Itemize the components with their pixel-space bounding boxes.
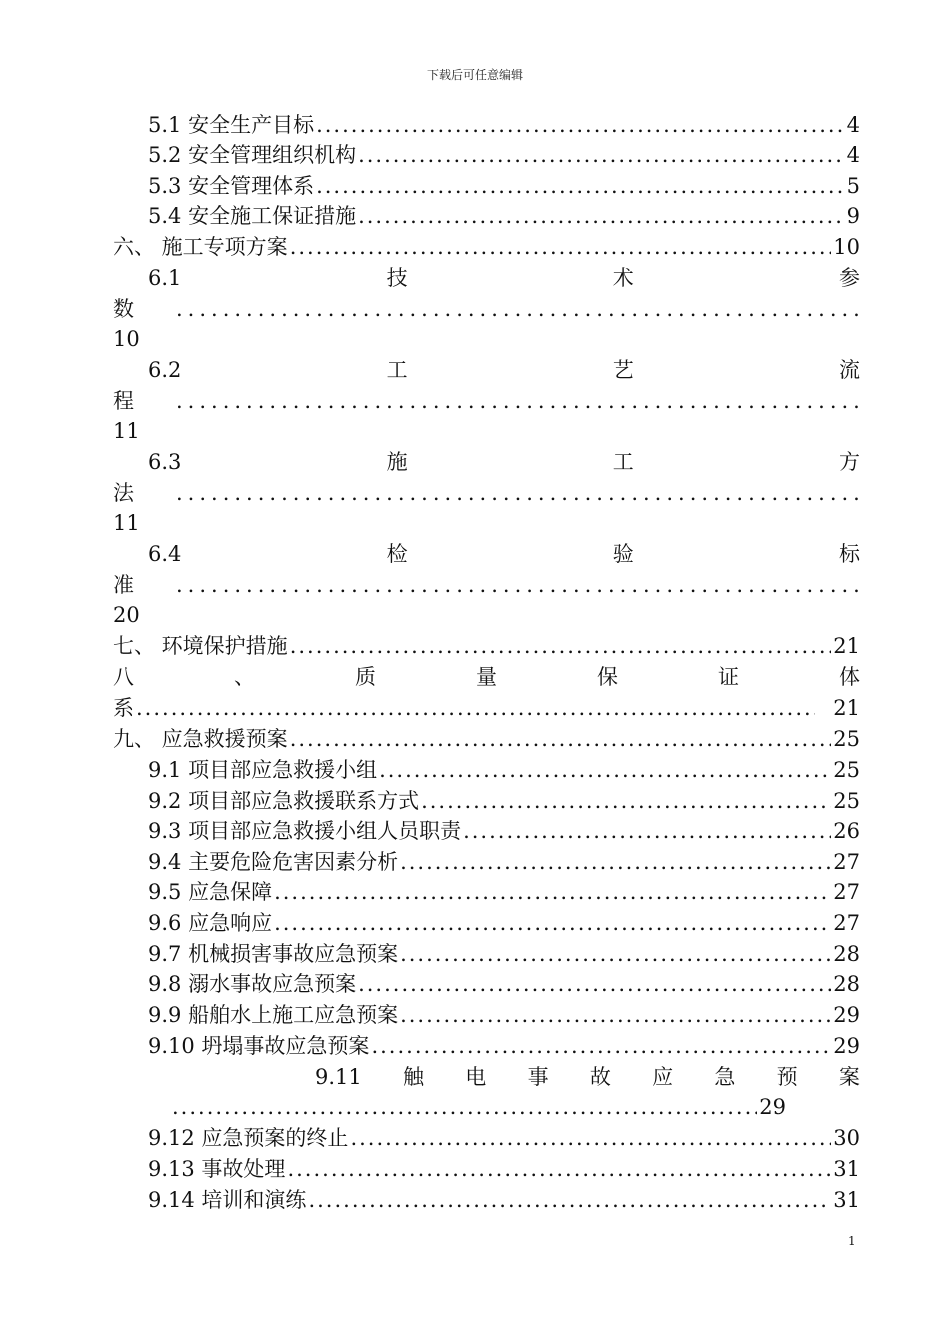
- toc-leader: [371, 1031, 831, 1061]
- toc-char: 法: [113, 481, 134, 505]
- toc-entry[interactable]: [148, 969, 860, 999]
- toc-char: 量: [476, 665, 497, 689]
- toc-leader: [176, 294, 860, 324]
- toc-entry[interactable]: [148, 908, 860, 938]
- toc-leader: [308, 1185, 831, 1215]
- toc-label: 5.2 安全管理组织机构: [148, 143, 357, 167]
- toc-char: 质: [355, 665, 376, 689]
- toc-page: 10: [833, 235, 860, 259]
- toc-page: 21: [833, 634, 860, 658]
- toc-entry-justified[interactable]: [148, 539, 860, 569]
- toc-label: 九、 应急救援预案: [113, 727, 288, 751]
- toc-leader: [400, 939, 831, 969]
- toc-page: 27: [833, 880, 860, 904]
- toc-leader: [358, 201, 845, 231]
- toc-page: 26: [833, 819, 860, 843]
- toc-label: 9.5 应急保障: [148, 880, 273, 904]
- toc-entry[interactable]: [148, 1154, 860, 1184]
- toc-char: 数: [113, 297, 134, 321]
- toc-char: 方: [838, 450, 860, 474]
- toc-char: 八: [113, 665, 134, 689]
- toc-entry[interactable]: [148, 201, 860, 231]
- toc-entry[interactable]: [148, 939, 860, 969]
- toc-char: 程: [113, 389, 134, 413]
- toc-leader: [358, 969, 831, 999]
- toc-char: 验: [612, 542, 634, 566]
- toc-leader: [316, 110, 845, 140]
- toc-page: 27: [833, 911, 860, 935]
- toc-leader: [463, 816, 831, 846]
- toc-label: 9.9 船舶水上施工应急预案: [148, 1003, 399, 1027]
- toc-entry-justified[interactable]: [148, 447, 860, 477]
- toc-entry[interactable]: [172, 1092, 786, 1122]
- toc-page: 27: [833, 850, 860, 874]
- toc-entry[interactable]: [113, 631, 860, 661]
- toc-label: 9.7 机械损害事故应急预案: [148, 942, 399, 966]
- toc-label: 5.3 安全管理体系: [148, 174, 315, 198]
- toc-leader: [176, 478, 860, 508]
- toc-page: 31: [833, 1157, 860, 1181]
- toc-page: 29: [833, 1003, 860, 1027]
- toc-char: 事: [527, 1065, 549, 1089]
- toc-leader: [136, 693, 815, 723]
- toc-label: 5.1 安全生产目标: [148, 113, 315, 137]
- toc-label: 9.14 培训和演练: [148, 1188, 307, 1212]
- toc-char: 工: [612, 450, 634, 474]
- toc-entry[interactable]: [148, 847, 860, 877]
- toc-char: 工: [386, 358, 408, 382]
- toc-label: 七、 环境保护措施: [113, 634, 288, 658]
- toc-page: 11: [113, 511, 140, 535]
- toc-page: 4: [846, 113, 860, 137]
- toc-entry[interactable]: [148, 110, 860, 140]
- toc-leader: [316, 171, 845, 201]
- toc-char: 证: [718, 665, 739, 689]
- toc-entry[interactable]: [113, 232, 860, 262]
- toc-label: 9.3 项目部应急救援小组人员职责: [148, 819, 462, 843]
- toc-number: 6.1: [148, 266, 182, 290]
- toc-entry[interactable]: [113, 724, 860, 754]
- toc-char: 系: [113, 696, 134, 720]
- toc-page: 25: [833, 758, 860, 782]
- toc-page: 10: [113, 327, 140, 351]
- toc-number: 9.11: [315, 1065, 362, 1089]
- toc-leader: [350, 1123, 831, 1153]
- toc-entry[interactable]: [148, 816, 860, 846]
- toc-entry[interactable]: [148, 171, 860, 201]
- toc-entry-justified[interactable]: [113, 662, 860, 692]
- toc-entry[interactable]: [148, 786, 860, 816]
- toc-char: 保: [597, 665, 618, 689]
- toc-entry-justified[interactable]: [148, 263, 860, 293]
- toc-leader: [172, 1092, 757, 1122]
- toc-char: 参: [838, 266, 860, 290]
- toc-page: 28: [833, 942, 860, 966]
- toc-label: 9.6 应急响应: [148, 911, 273, 935]
- toc-char: 施: [386, 450, 408, 474]
- toc-label: 9.12 应急预案的终止: [148, 1126, 349, 1150]
- toc-leader: [176, 570, 860, 600]
- toc-page: 11: [113, 419, 140, 443]
- toc-page: 31: [833, 1188, 860, 1212]
- toc-char: 术: [612, 266, 634, 290]
- toc-char: 应: [652, 1065, 674, 1089]
- toc-char: 、: [234, 665, 255, 689]
- toc-page: 9: [846, 204, 860, 228]
- toc-page: 25: [833, 789, 860, 813]
- toc-number: 6.4: [148, 542, 182, 566]
- toc-char: 故: [589, 1065, 611, 1089]
- toc-entry[interactable]: [148, 1000, 860, 1030]
- toc-entry[interactable]: [148, 1031, 860, 1061]
- toc-page: 28: [833, 972, 860, 996]
- toc-leader: [400, 847, 831, 877]
- toc-label: 9.4 主要危险危害因素分析: [148, 850, 399, 874]
- toc-page: 29: [759, 1095, 786, 1119]
- toc-char: 准: [113, 573, 134, 597]
- toc-entry[interactable]: [113, 693, 860, 723]
- toc-entry[interactable]: [148, 140, 860, 170]
- toc-leader: [421, 786, 831, 816]
- toc-label: 9.8 溺水事故应急预案: [148, 972, 357, 996]
- toc-number: 6.2: [148, 358, 182, 382]
- toc-page: 25: [833, 727, 860, 751]
- toc-entry[interactable]: [148, 1185, 860, 1215]
- toc-leader: [290, 724, 832, 754]
- toc-page: 20: [113, 603, 140, 627]
- toc-entry-justified[interactable]: [148, 355, 860, 385]
- toc-entry[interactable]: [148, 1123, 860, 1153]
- toc-number: 6.3: [148, 450, 182, 474]
- toc-label: 9.10 坍塌事故应急预案: [148, 1034, 370, 1058]
- toc-char: 检: [386, 542, 408, 566]
- toc-leader: [176, 386, 860, 416]
- toc-entry[interactable]: [148, 755, 860, 785]
- toc-label: 9.13 事故处理: [148, 1157, 286, 1181]
- toc-leader: [274, 908, 831, 938]
- toc-char: 触: [403, 1065, 425, 1089]
- toc-label: 5.4 安全施工保证措施: [148, 204, 357, 228]
- toc-char: 技: [386, 266, 408, 290]
- toc-char: 案: [838, 1065, 860, 1089]
- toc-page: 30: [833, 1126, 860, 1150]
- toc-leader: [274, 877, 831, 907]
- toc-leader: [358, 140, 845, 170]
- toc-char: 预: [776, 1065, 798, 1089]
- toc-page: 4: [846, 143, 860, 167]
- toc-char: 电: [465, 1065, 487, 1089]
- page-number: 1: [848, 1234, 856, 1248]
- toc-label: 六、 施工专项方案: [113, 235, 288, 259]
- toc-leader: [400, 1000, 831, 1030]
- toc-char: 体: [839, 665, 860, 689]
- toc-page: 21: [833, 696, 860, 720]
- toc-leader: [290, 232, 832, 262]
- toc-page: 29: [833, 1034, 860, 1058]
- toc-char: 急: [714, 1065, 736, 1089]
- toc-page: 5: [846, 174, 860, 198]
- page-header: 下载后可任意编辑: [426, 68, 523, 82]
- toc-char: 流: [838, 358, 860, 382]
- toc-entry[interactable]: [148, 877, 860, 907]
- toc-leader: [290, 631, 832, 661]
- toc-entry-justified[interactable]: [315, 1062, 860, 1092]
- toc-char: 艺: [612, 358, 634, 382]
- toc-leader: [287, 1154, 831, 1184]
- toc-leader: [379, 755, 831, 785]
- toc-label: 9.1 项目部应急救援小组: [148, 758, 378, 782]
- toc-label: 9.2 项目部应急救援联系方式: [148, 789, 420, 813]
- toc-char: 标: [838, 542, 860, 566]
